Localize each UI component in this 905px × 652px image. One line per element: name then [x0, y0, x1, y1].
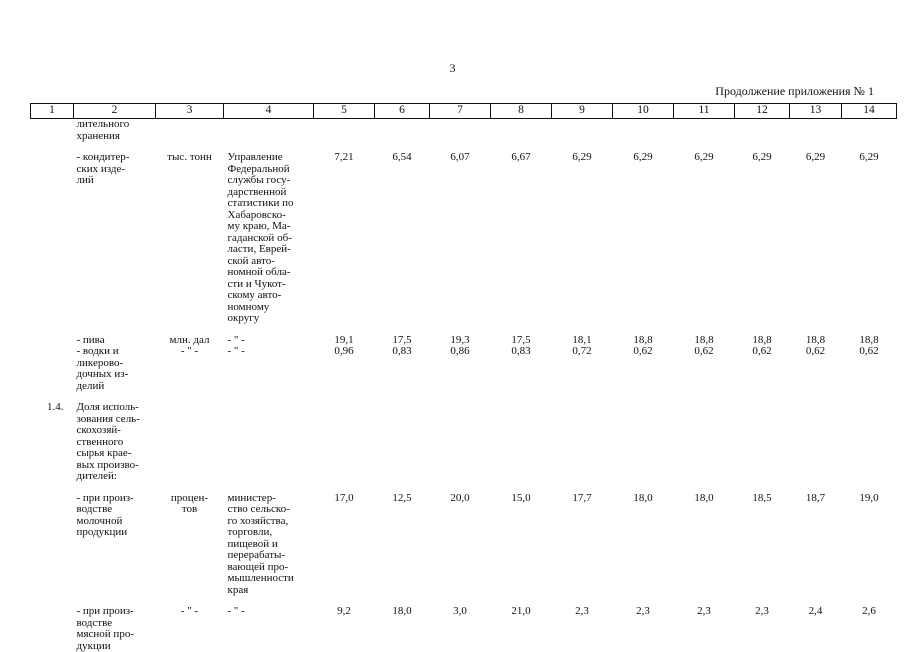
column-number-header: 7: [430, 104, 491, 119]
column-number-header: 13: [790, 104, 842, 119]
indicator-name: - при произ- водстве мясной про- дукции: [76, 605, 134, 652]
table-row: [31, 402, 897, 483]
indicator-value: 6,54: [392, 151, 412, 163]
indicator-value: [842, 402, 897, 483]
unit-of-measure: тыс. тонн: [167, 151, 212, 163]
column-number-header: 9: [552, 104, 613, 119]
column-number-header: 14: [842, 104, 897, 119]
data-source: - " -: [227, 345, 245, 357]
data-source: Управление Федеральной службы госу- дарственной статистики по Хабаровско- му краю, Ма- гаданской об- ласти, Еврей- ской авто- номной обла- сти и Чукот- скому авто- номному округу: [227, 151, 294, 324]
column-number-header-row: [31, 104, 897, 119]
indicator-value: 9,2: [337, 605, 351, 617]
row-spacer: [31, 483, 897, 493]
row-number: [31, 152, 74, 325]
data-source: [224, 119, 314, 143]
indicator-name: Доля исполь- зования сель- скохозяй- ственного сырья крае- вых произво- дителей:: [76, 401, 140, 482]
indicator-value: 2,4: [808, 605, 823, 617]
data-source: министер- ство сельско- го хозяйства, торговли, пищевой и перерабаты- вающей про- мышленности края: [227, 491, 294, 596]
column-number-header: 8: [491, 104, 552, 119]
indicator-value: 18,0: [392, 605, 412, 617]
table-row: [31, 346, 897, 392]
indicator-value: 7,21: [334, 151, 354, 163]
indicator-value: 18,0: [694, 491, 714, 504]
indicator-value: 15,0: [511, 491, 531, 504]
indicator-value: 0,86: [450, 345, 470, 357]
indicator-value: [735, 119, 790, 143]
unit-of-measure: - " -: [180, 345, 199, 357]
indicator-name: - водки и ликерово- дочных из- делий: [76, 345, 129, 392]
unit-of-measure: [156, 119, 224, 143]
indicator-value: 6,29: [633, 151, 653, 163]
indicator-value: 6,29: [859, 151, 879, 163]
indicator-value: 0,83: [392, 345, 412, 357]
row-number: [31, 119, 74, 143]
indicator-value: 18,7: [805, 491, 826, 504]
indicator-value: 6,29: [694, 151, 714, 163]
row-number: [31, 493, 74, 597]
column-number-header: 3: [156, 104, 224, 119]
indicator-value: 17,7: [572, 491, 592, 504]
row-spacer: [31, 325, 897, 335]
indicator-value: 6,29: [572, 151, 592, 163]
indicator-value: 20,0: [450, 491, 470, 504]
indicator-value: 0,83: [511, 345, 531, 357]
row-number: 1.4.: [47, 401, 64, 413]
indicator-value: 19,1: [334, 333, 354, 346]
indicator-value: 0,62: [633, 345, 653, 357]
indicator-value: 17,5: [392, 333, 412, 346]
indicator-value: 2,3: [697, 605, 711, 617]
indicator-value: 19,3: [450, 333, 470, 346]
indicator-name: - кондитер- ских изде- лий: [76, 151, 130, 186]
column-number-header: 5: [314, 104, 375, 119]
indicator-value: 18,8: [805, 333, 826, 346]
indicator-value: 21,0: [511, 605, 531, 617]
indicator-value: 0,72: [572, 345, 592, 357]
indicator-value: 2,6: [862, 605, 876, 617]
indicator-name: лительного хранения: [76, 118, 130, 142]
column-number-header: 10: [613, 104, 674, 119]
indicator-value: 6,29: [805, 151, 826, 163]
table-row: [31, 606, 897, 652]
indicator-value: [430, 402, 491, 483]
indicator-value: 18,8: [752, 333, 772, 346]
indicator-value: [674, 119, 735, 143]
indicator-value: 17,5: [511, 333, 531, 346]
indicator-value: 2,3: [636, 605, 650, 617]
indicator-value: [613, 119, 674, 143]
indicator-value: [790, 119, 842, 143]
table-row: [31, 119, 897, 143]
unit-of-measure: млн. дал: [169, 333, 210, 346]
indicator-value: [735, 402, 790, 483]
indicator-value: [491, 402, 552, 483]
indicator-value: [430, 119, 491, 143]
data-source: [224, 402, 314, 483]
indicator-value: 0,96: [334, 345, 354, 357]
table-row: [31, 152, 897, 325]
indicator-value: 18,8: [633, 333, 653, 346]
indicator-value: [552, 119, 613, 143]
column-number-header: 6: [375, 104, 430, 119]
column-number-header: 4: [224, 104, 314, 119]
indicator-value: 0,62: [694, 345, 714, 357]
indicator-name: - при произ- водстве молочной продукции: [76, 491, 134, 538]
row-number: [31, 606, 74, 652]
indicator-value: [314, 402, 375, 483]
indicator-value: [314, 119, 375, 143]
indicator-name: - пива: [76, 333, 105, 346]
indicator-value: 17,0: [334, 491, 354, 504]
indicator-value: 12,5: [392, 491, 412, 504]
indicator-value: 18,5: [752, 491, 772, 504]
indicator-value: 3,0: [453, 605, 467, 617]
indicator-value: [613, 402, 674, 483]
row-number: [31, 335, 74, 347]
indicator-value: 19,0: [859, 491, 879, 504]
table-row: [31, 493, 897, 597]
page-number: 3: [449, 61, 456, 75]
data-source: - " -: [227, 605, 245, 617]
column-number-header: 2: [74, 104, 156, 119]
indicator-value: 0,62: [805, 345, 826, 357]
indicator-value: 6,07: [450, 151, 470, 163]
column-number-header: 11: [674, 104, 735, 119]
row-number: [31, 346, 74, 392]
unit-of-measure: [156, 402, 224, 483]
indicator-value: 18,1: [572, 333, 592, 346]
unit-of-measure: процен- тов: [170, 491, 209, 515]
indicator-value: 18,8: [859, 333, 879, 346]
indicator-value: [491, 119, 552, 143]
data-source: - " -: [227, 333, 245, 346]
appendix-continuation-label: Продолжение приложения № 1: [715, 84, 874, 98]
column-number-header: 12: [735, 104, 790, 119]
indicator-value: [375, 119, 430, 143]
indicator-value: 2,3: [755, 605, 769, 617]
indicator-value: 18,8: [694, 333, 714, 346]
column-number-header: 1: [31, 104, 74, 119]
indicator-value: [552, 402, 613, 483]
indicator-value: [674, 402, 735, 483]
indicator-value: [842, 119, 897, 143]
indicator-value: 0,62: [859, 345, 879, 357]
indicator-value: 18,0: [633, 491, 653, 504]
indicator-value: 2,3: [575, 605, 589, 617]
unit-of-measure: - " -: [180, 605, 199, 617]
row-spacer: [31, 392, 897, 402]
indicator-value: [790, 402, 842, 483]
indicator-value: [375, 402, 430, 483]
indicator-value: 6,29: [752, 151, 772, 163]
indicators-table: [30, 103, 897, 652]
indicator-value: 0,62: [752, 345, 772, 357]
indicator-value: 6,67: [511, 151, 531, 163]
